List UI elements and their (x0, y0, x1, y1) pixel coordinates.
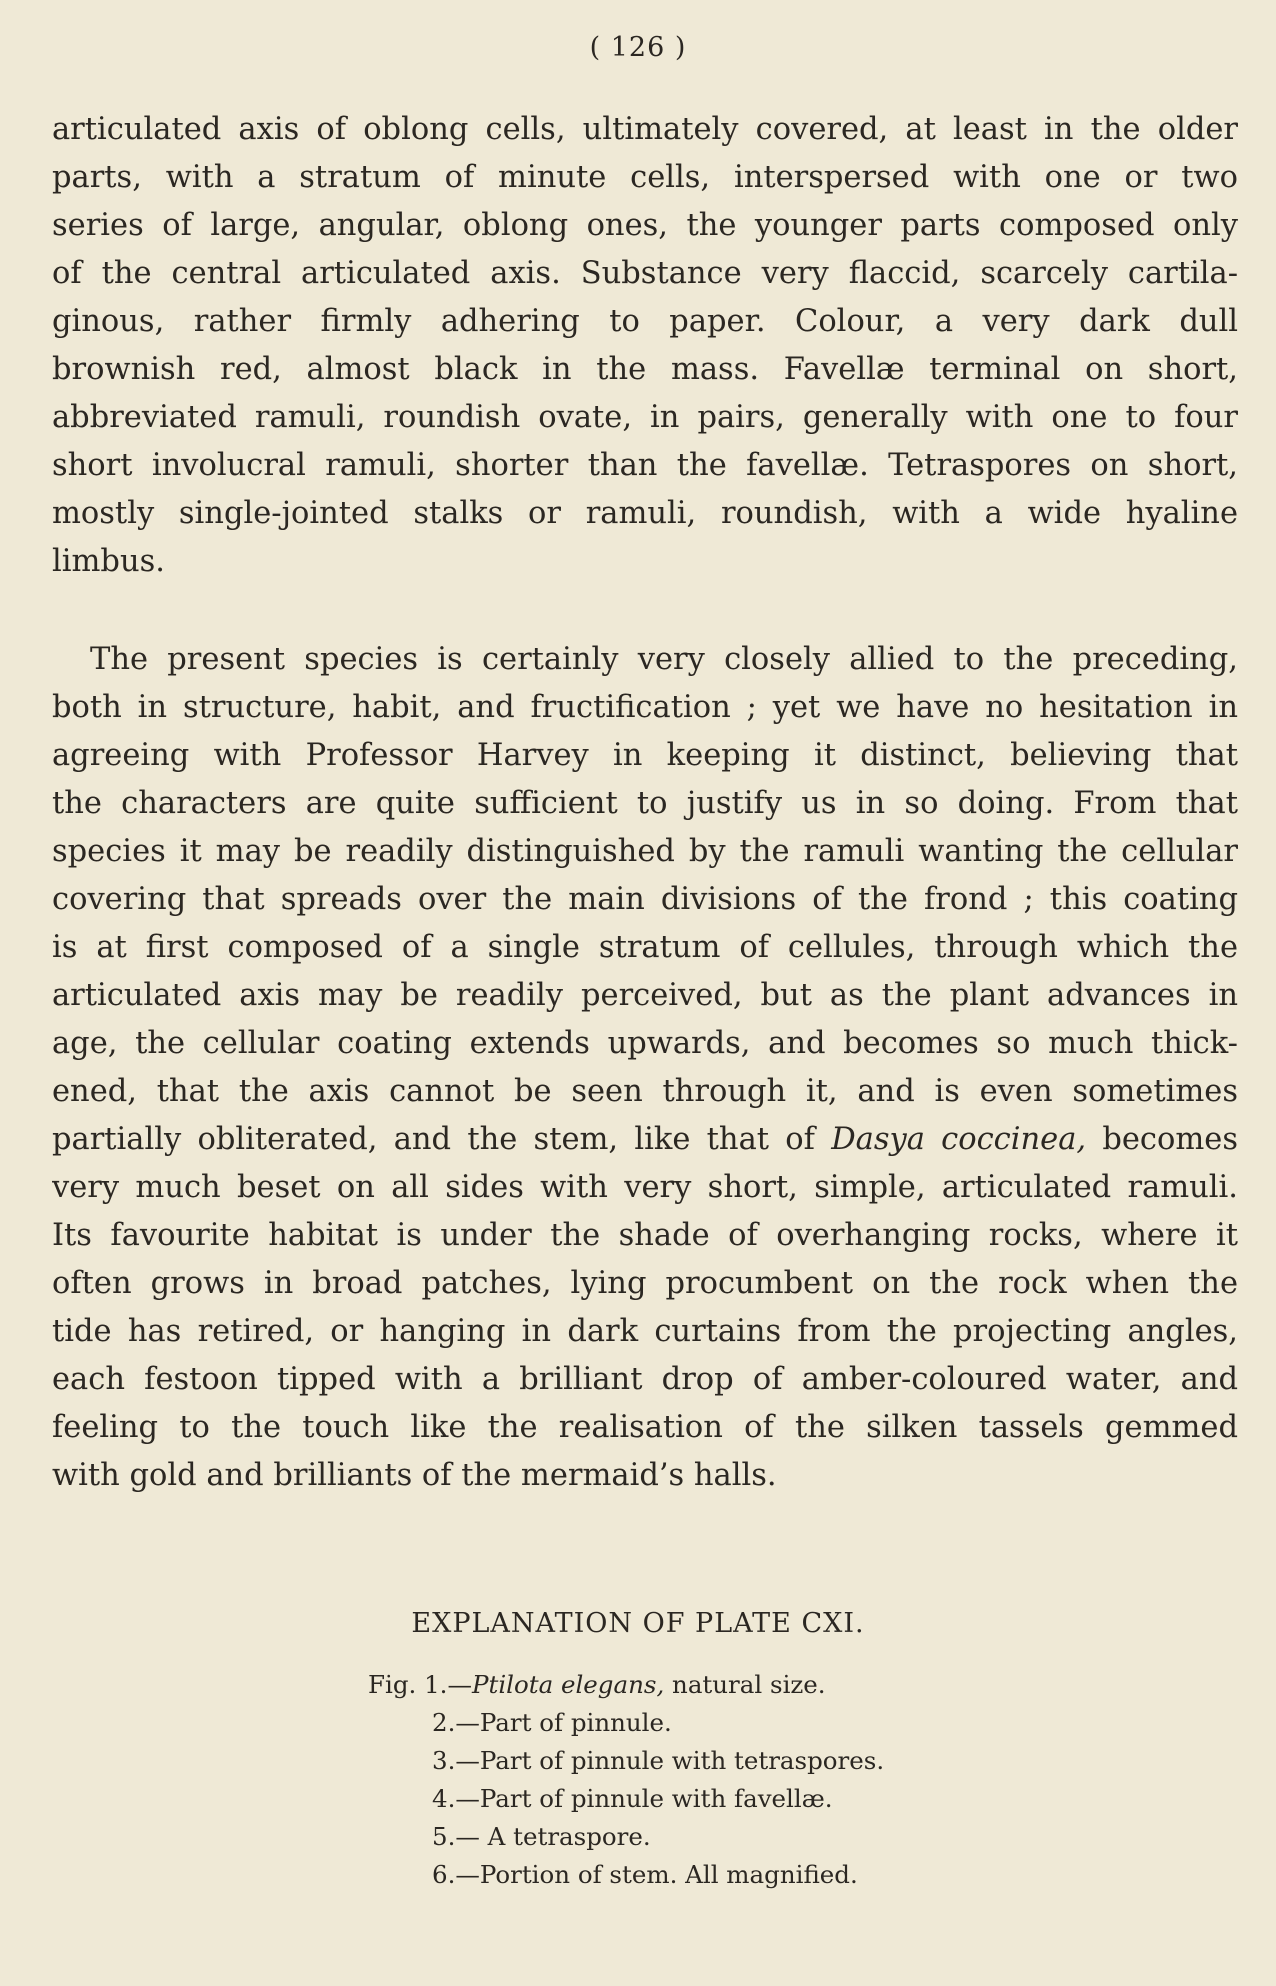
text-segment: becomes (1086, 1122, 1238, 1157)
text-line: very much beset on all sides with very short, simple, articulated ramuli. (52, 1170, 1238, 1205)
text-line: ginous, rather firmly adhering to paper. Colour, a very dark dull (52, 304, 1238, 339)
text-line: age, the cellular coating extends upwards, and becomes so much thick- (52, 1026, 1238, 1061)
text-line: feeling to the touch like the realisation of the silken tassels gemmed (52, 1410, 1238, 1445)
body-paragraph-1 (52, 106, 1238, 586)
text-line: mostly single-jointed stalks or ramuli, roundish, with a wide hyaline (52, 496, 1238, 531)
figure-prefix: Fig. 1.— (368, 1670, 472, 1699)
figure-item: 4.—Part of pinnule with favellæ. (432, 1784, 833, 1813)
text-line: articulated axis may be readily perceived, but as the plant advances in (52, 978, 1238, 1013)
text-line: abbreviated ramuli, roundish ovate, in pairs, generally with one to four (52, 400, 1238, 435)
text-line: both in structure, habit, and fructification ; yet we have no hesitation in (52, 690, 1238, 725)
text-line: Its favourite habitat is under the shade of overhanging rocks, where it (52, 1218, 1238, 1253)
figure-list (368, 1666, 884, 1894)
text-line: ened, that the axis cannot be seen through it, and is even sometimes (52, 1074, 1238, 1109)
figure-item (368, 1666, 884, 1704)
text-line: the characters are quite sufficient to justify us in so doing. From that (52, 786, 1238, 821)
text-line: agreeing with Professor Harvey in keeping it distinct, believing that (52, 738, 1238, 773)
text-line: covering that spreads over the main divisions of the frond ; this coating (52, 882, 1238, 917)
text-line: is at first composed of a single stratum of cellules, through which the (52, 930, 1238, 965)
text-line: brownish red, almost black in the mass. Favellæ terminal on short, (52, 352, 1238, 387)
text-line: articulated axis of oblong cells, ultimately covered, at least in the older (52, 112, 1238, 147)
text-line: with gold and brilliants of the mermaid’s halls. (52, 1458, 777, 1493)
figure-caption: natural size. (664, 1670, 826, 1699)
text-line: often grows in broad patches, lying procumbent on the rock when the (52, 1266, 1238, 1301)
text-line: parts, with a stratum of minute cells, interspersed with one or two (52, 160, 1238, 195)
text-line: The present species is certainly very closely allied to the preceding, (90, 642, 1238, 677)
species-name-italic: Dasya coccinea, (831, 1122, 1087, 1157)
figure-item: 3.—Part of pinnule with tetraspores. (432, 1746, 885, 1775)
figure-item: 5.— A tetraspore. (432, 1822, 651, 1851)
text-line: of the central articulated axis. Substance very flaccid, scarcely cartila- (52, 256, 1238, 291)
figure-item: 2.—Part of pinnule. (432, 1708, 672, 1737)
body-paragraph-2 (52, 636, 1238, 1500)
text-line: series of large, angular, oblong ones, the younger parts composed only (52, 208, 1238, 243)
explanation-heading: EXPLANATION OF PLATE CXI. (411, 1608, 865, 1639)
text-line: tide has retired, or hanging in dark curtains from the projecting angles, (52, 1314, 1238, 1349)
text-line: limbus. (52, 544, 165, 579)
text-line-with-italic (52, 1116, 1238, 1164)
figure-item: 6.—Portion of stem. All magnified. (432, 1860, 858, 1889)
page-number: ( 126 ) (589, 32, 687, 63)
species-name-italic: Ptilota elegans, (471, 1670, 665, 1699)
text-line: short involucral ramuli, shorter than the favellæ. Tetraspores on short, (52, 448, 1238, 483)
text-segment: partially obliterated, and the stem, like that of (52, 1122, 832, 1157)
text-line: each festoon tipped with a brilliant drop of amber-coloured water, and (52, 1362, 1238, 1397)
text-line: species it may be readily distinguished by the ramuli wanting the cellular (52, 834, 1238, 869)
